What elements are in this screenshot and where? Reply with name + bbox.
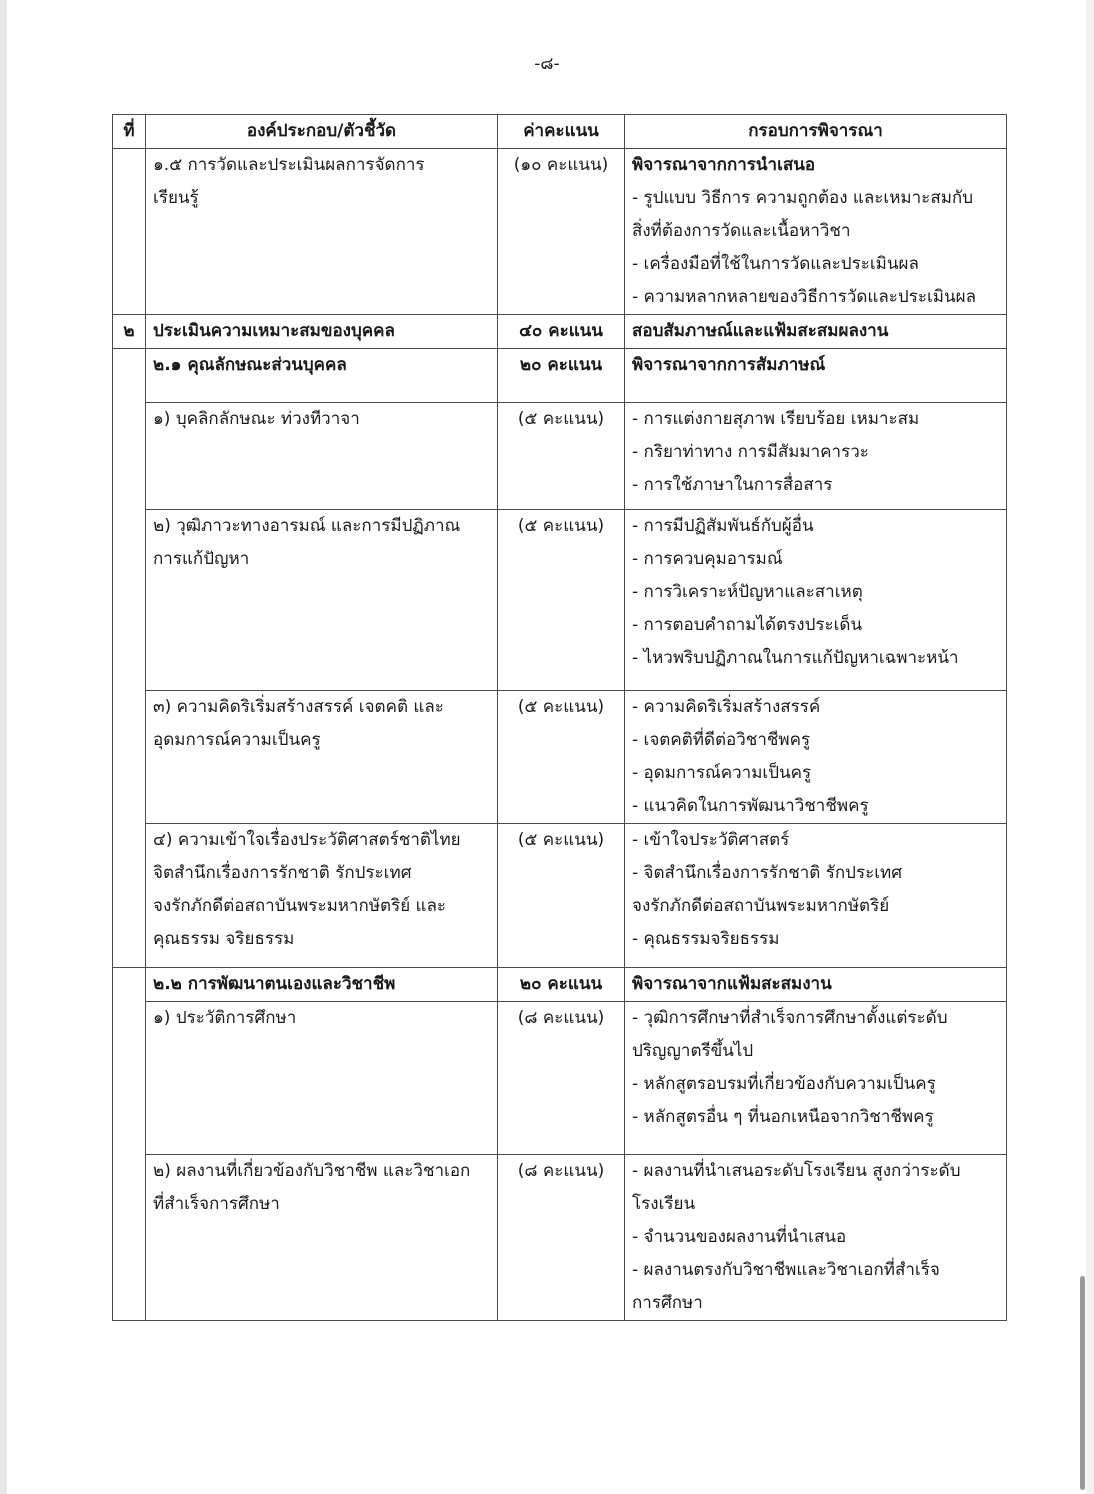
criteria-cell <box>625 315 1007 349</box>
component-line: จงรักภักดีต่อสถาบันพระมหากษัตริย์ และ <box>153 896 447 916</box>
component-cell <box>146 691 498 824</box>
table-row <box>113 691 1007 824</box>
header-score: ค่าคะแนน <box>498 115 625 149</box>
criteria-line: - ไหวพริบปฏิภาณในการแก้ปัญหาเฉพาะหน้า <box>632 648 959 668</box>
component-cell <box>146 349 498 403</box>
criteria-heading: พิจารณาจากการสัมภาษณ์ <box>632 355 826 375</box>
criteria-line: - การมีปฏิสัมพันธ์กับผู้อื่น <box>632 516 814 536</box>
component-line: ๒) วุฒิภาวะทางอารมณ์ และการมีปฏิภาณ <box>153 516 461 536</box>
header-no: ที่ <box>113 115 146 149</box>
criteria-line: สิ่งที่ต้องการวัดและเนื้อหาวิชา <box>632 221 851 241</box>
criteria-line: - จำนวนของผลงานที่นำเสนอ <box>632 1227 847 1247</box>
table-row <box>113 1002 1007 1155</box>
header-criteria: กรอบการพิจารณา <box>625 115 1007 149</box>
component-cell <box>146 510 498 691</box>
component-line: ๓) ความคิดริเริ่มสร้างสรรค์ เจตคติ และ <box>153 697 444 717</box>
score-cell: (๕ คะแนน) <box>498 403 625 510</box>
row-number <box>113 510 146 691</box>
component-line: ๑.๕ การวัดและประเมินผลการจัดการ <box>153 155 425 175</box>
component-line: ๔) ความเข้าใจเรื่องประวัติศาสตร์ชาติไทย <box>153 830 461 850</box>
table-header-row <box>113 115 1007 149</box>
criteria-line: - จิตสำนึกเรื่องการรักชาติ รักประเทศ <box>632 863 903 883</box>
row-number: ๒ <box>113 315 146 349</box>
criteria-cell <box>625 149 1007 315</box>
row-number <box>113 1002 146 1155</box>
criteria-line: - การแต่งกายสุภาพ เรียบร้อย เหมาะสม <box>632 409 920 429</box>
row-number <box>113 149 146 315</box>
criteria-cell <box>625 1155 1007 1321</box>
criteria-line: - การตอบคำถามได้ตรงประเด็น <box>632 615 863 635</box>
criteria-cell <box>625 691 1007 824</box>
component-cell <box>146 1002 498 1155</box>
score-cell: (๕ คะแนน) <box>498 510 625 691</box>
row-number <box>113 349 146 403</box>
score-cell: (๑๐ คะแนน) <box>498 149 625 315</box>
score-cell: ๒๐ คะแนน <box>498 349 625 403</box>
criteria-line: - เจตคติที่ดีต่อวิชาชีพครู <box>632 730 811 750</box>
criteria-line: การศึกษา <box>632 1293 703 1313</box>
table-row <box>113 968 1007 1002</box>
criteria-line: - ผลงานตรงกับวิชาชีพและวิชาเอกที่สำเร็จ <box>632 1260 940 1280</box>
row-number <box>113 1155 146 1321</box>
table-row <box>113 824 1007 968</box>
criteria-line: - รูปแบบ วิธีการ ความถูกต้อง และเหมาะสมกับ <box>632 188 973 208</box>
criteria-cell <box>625 349 1007 403</box>
table-row <box>113 510 1007 691</box>
criteria-line: - กริยาท่าทาง การมีสัมมาคารวะ <box>632 442 869 462</box>
component-line: ๒) ผลงานที่เกี่ยวข้องกับวิชาชีพ และวิชาเอก <box>153 1161 471 1181</box>
score-cell: ๒๐ คะแนน <box>498 968 625 1002</box>
row-number <box>113 691 146 824</box>
score-cell: (๕ คะแนน) <box>498 691 625 824</box>
criteria-cell <box>625 510 1007 691</box>
criteria-line: - คุณธรรมจริยธรรม <box>632 929 780 949</box>
criteria-line: - เครื่องมือที่ใช้ในการวัดและประเมินผล <box>632 254 919 274</box>
criteria-line: - หลักสูตรอบรมที่เกี่ยวข้องกับความเป็นครู <box>632 1074 936 1094</box>
component-line: ๒.๑ คุณลักษณะส่วนบุคคล <box>153 355 347 375</box>
component-cell <box>146 824 498 968</box>
criteria-line: - วุฒิการศึกษาที่สำเร็จการศึกษาตั้งแต่ระดับ <box>632 1008 948 1028</box>
header-component: องค์ประกอบ/ตัวชี้วัด <box>146 115 498 149</box>
criteria-line: - การควบคุมอารมณ์ <box>632 549 783 569</box>
criteria-line: - การวิเคราะห์ปัญหาและสาเหตุ <box>632 582 863 602</box>
component-line: ๒.๒ การพัฒนาตนเองและวิชาชีพ <box>153 974 396 994</box>
criteria-cell <box>625 968 1007 1002</box>
criteria-line: - ความคิดริเริ่มสร้างสรรค์ <box>632 697 821 717</box>
component-cell <box>146 968 498 1002</box>
table-row <box>113 403 1007 510</box>
row-number <box>113 824 146 968</box>
criteria-line: - หลักสูตรอื่น ๆ ที่นอกเหนือจากวิชาชีพครู <box>632 1107 934 1127</box>
criteria-line: ปริญญาตรีขึ้นไป <box>632 1041 754 1061</box>
criteria-line: - อุดมการณ์ความเป็นครู <box>632 763 812 783</box>
page-number: -๘- <box>534 54 560 74</box>
component-cell <box>146 315 498 349</box>
criteria-line: - ความหลากหลายของวิธีการวัดและประเมินผล <box>632 287 976 307</box>
component-line: จิตสำนึกเรื่องการรักชาติ รักประเทศ <box>153 863 412 883</box>
criteria-cell <box>625 1002 1007 1155</box>
table-row <box>113 1155 1007 1321</box>
row-number <box>113 968 146 1002</box>
criteria-line: จงรักภักดีต่อสถาบันพระมหากษัตริย์ <box>632 896 890 916</box>
score-cell: (๘ คะแนน) <box>498 1002 625 1155</box>
criteria-line: - เข้าใจประวัติศาสตร์ <box>632 830 790 850</box>
component-cell <box>146 149 498 315</box>
component-line: อุดมการณ์ความเป็นครู <box>153 730 321 750</box>
component-line: ประเมินความเหมาะสมของบุคคล <box>153 321 395 341</box>
component-cell <box>146 403 498 510</box>
criteria-heading: พิจารณาจากการนำเสนอ <box>632 155 816 175</box>
score-cell: (๕ คะแนน) <box>498 824 625 968</box>
criteria-table <box>112 114 1007 1321</box>
criteria-line: - ผลงานที่นำเสนอระดับโรงเรียน สูงกว่าระดับ <box>632 1161 961 1181</box>
score-cell: ๔๐ คะแนน <box>498 315 625 349</box>
window-edge-right <box>1086 0 1094 1494</box>
component-line: เรียนรู้ <box>153 188 199 208</box>
component-line: การแก้ปัญหา <box>153 549 250 569</box>
criteria-cell <box>625 403 1007 510</box>
criteria-line: - แนวคิดในการพัฒนาวิชาชีพครู <box>632 796 869 816</box>
component-line: คุณธรรม จริยธรรม <box>153 929 295 949</box>
table-row <box>113 149 1007 315</box>
score-cell: (๘ คะแนน) <box>498 1155 625 1321</box>
table-row <box>113 315 1007 349</box>
criteria-heading: พิจารณาจากแฟ้มสะสมงาน <box>632 974 832 994</box>
component-line: ที่สำเร็จการศึกษา <box>153 1194 280 1214</box>
criteria-line: โรงเรียน <box>632 1194 696 1214</box>
criteria-heading: สอบสัมภาษณ์และแฟ้มสะสมผลงาน <box>632 321 889 341</box>
table-row <box>113 349 1007 403</box>
component-cell <box>146 1155 498 1321</box>
row-number <box>113 403 146 510</box>
vertical-scrollbar-thumb[interactable] <box>1080 1276 1085 1490</box>
window-edge-left <box>0 0 7 1494</box>
component-line: ๑) ประวัติการศึกษา <box>153 1008 297 1028</box>
component-line: ๑) บุคลิกลักษณะ ท่วงทีวาจา <box>153 409 360 429</box>
criteria-line: - การใช้ภาษาในการสื่อสาร <box>632 475 833 495</box>
criteria-cell <box>625 824 1007 968</box>
